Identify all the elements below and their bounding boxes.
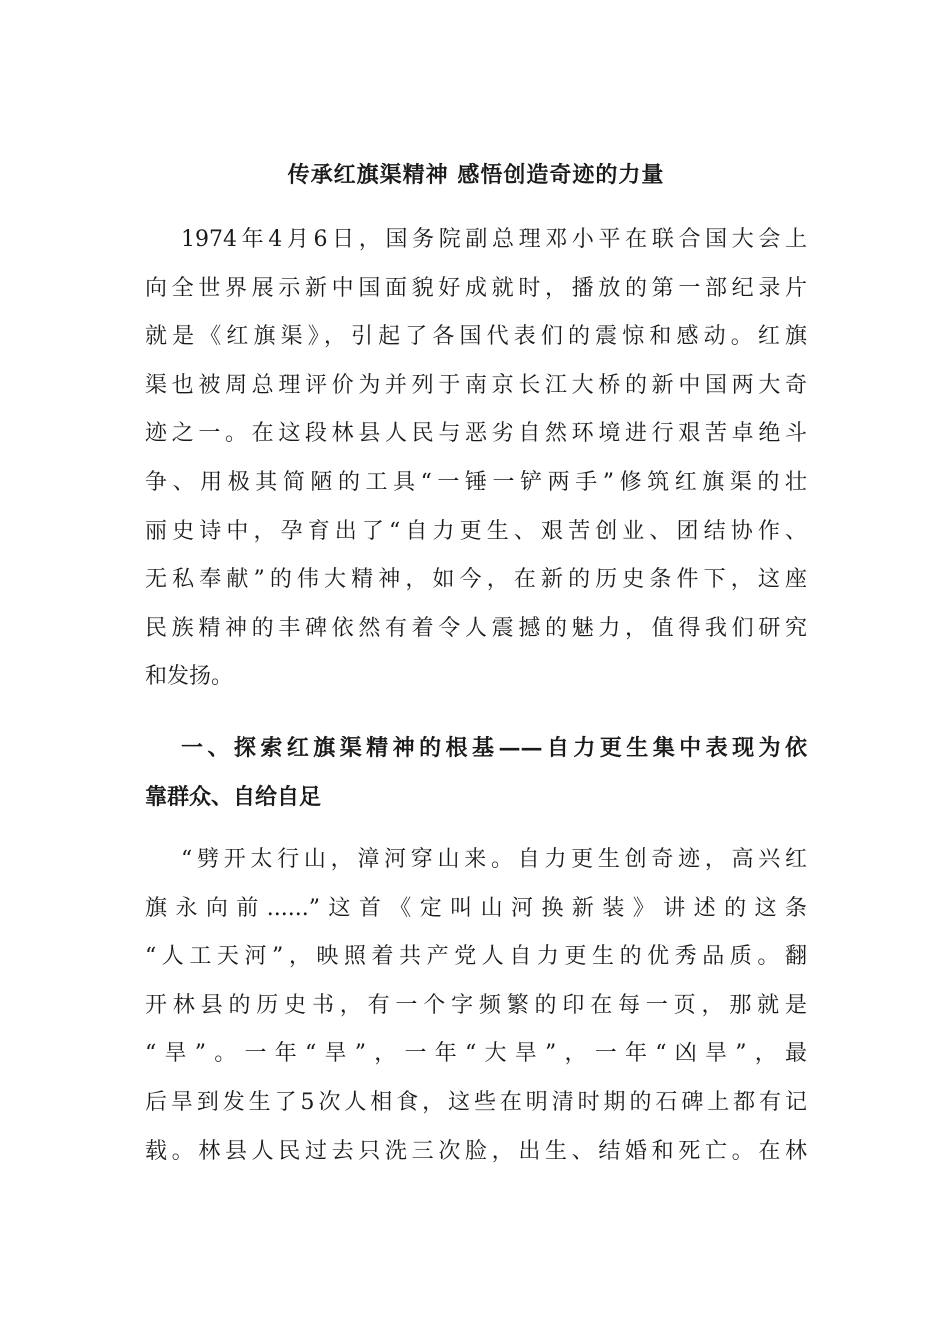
heading-line: 一、探索红旗渠精神的根基——自力更生集中表现为依 [181, 735, 807, 761]
section-1-paragraph [145, 836, 807, 1176]
paragraph-line: 民族精神的丰碑依然有着令人震撼的魅力，值得我们研究 [145, 615, 807, 641]
paragraph-line: 就是《红旗渠》，引起了各国代表们的震惊和感动。红旗 [145, 324, 807, 350]
paragraph-line: 无私奉献”的伟大精神，如今，在新的历史条件下，这座 [145, 567, 807, 593]
paragraph-line: “旱”。一年“旱”，一年“大旱”，一年“凶旱”，最 [145, 1041, 807, 1067]
section-1-heading [145, 724, 807, 821]
paragraph-line: 争、用极其简陋的工具“一锤一铲两手”修筑红旗渠的壮 [145, 469, 807, 495]
paragraph-line: 丽史诗中，孕育出了“自力更生、艰苦创业、团结协作、 [145, 518, 807, 544]
intro-paragraph [145, 216, 807, 702]
paragraph-line: 和发扬。 [145, 664, 234, 690]
paragraph-line: 迹之一。在这段林县人民与恶劣自然环境进行艰苦卓绝斗 [145, 421, 807, 447]
paragraph-line: 渠也被周总理评价为并列于南京长江大桥的新中国两大奇 [145, 372, 807, 398]
paragraph-line: 旗永向前......”这首《定叫山河换新装》讲述的这条 [145, 895, 807, 921]
paragraph-line: 1974年4月6日，国务院副总理邓小平在联合国大会上 [181, 227, 807, 252]
paragraph-line: 后旱到发生了5次人相食，这些在明清时期的石碑上都有记 [145, 1089, 807, 1115]
paragraph-line: “人工天河”，映照着共产党人自力更生的优秀品质。翻 [145, 944, 807, 970]
document-title: 传承红旗渠精神 感悟创造奇迹的力量 [287, 162, 665, 188]
paragraph-line: 载。林县人民过去只洗三次脸，出生、结婚和死亡。在林 [145, 1138, 807, 1164]
paragraph-line: “劈开太行山，漳河穿山来。自力更生创奇迹，高兴红 [181, 847, 807, 872]
heading-line: 靠群众、自给自足 [145, 783, 322, 810]
paragraph-line: 向全世界展示新中国面貌好成就时，播放的第一部纪录片 [145, 275, 807, 301]
paragraph-line: 开林县的历史书，有一个字频繁的印在每一页，那就是 [145, 992, 807, 1018]
